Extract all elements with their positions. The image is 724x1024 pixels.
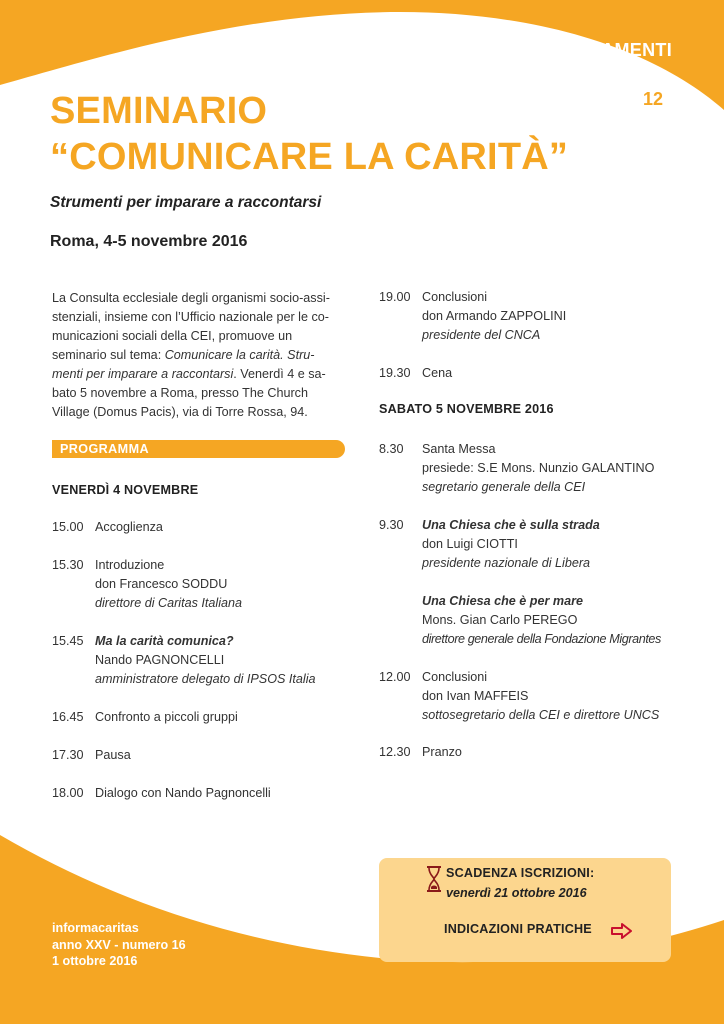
intro-line: bato 5 novembre a Roma, presso The Church <box>52 386 308 400</box>
footer <box>52 920 186 970</box>
friday-heading: VENERDÌ 4 NOVEMBRE <box>52 483 199 497</box>
item-title: Dialogo con Nando Pagnoncelli <box>95 786 271 800</box>
item-speaker: don Armando ZAPPOLINI <box>422 309 567 323</box>
page-title-line-1: SEMINARIO <box>50 90 268 132</box>
schedule-item <box>379 440 679 497</box>
deadline-label: SCADENZA ISCRIZIONI: <box>446 866 595 880</box>
intro-line: municazioni sociali della CEI, promuove un <box>52 329 293 343</box>
item-role: presidente del CNCA <box>422 328 541 342</box>
intro-line: Village (Domus Pacis), via di Torre Rossa, 94. <box>52 405 308 419</box>
item-title: Pranzo <box>422 745 462 759</box>
item-title: Conclusioni <box>422 670 488 684</box>
item-speaker: don Luigi CIOTTI <box>422 537 518 551</box>
page-title <box>50 88 568 180</box>
section-label: APPUNTAMENTI <box>526 40 672 60</box>
item-time: 16.45 <box>52 710 84 724</box>
intro-paragraph <box>52 289 346 422</box>
item-role: direttore generale della Fondazione Migrantes <box>422 632 661 646</box>
item-speaker: Mons. Gian Carlo PEREGO <box>422 613 578 627</box>
item-title: Pausa <box>95 748 131 762</box>
programme-label: PROGRAMMA <box>60 442 149 456</box>
item-time: 12.00 <box>379 670 411 684</box>
item-time: 12.30 <box>379 745 411 759</box>
footer-issue: anno XXV - numero 16 <box>52 937 186 952</box>
item-time: 15.30 <box>52 558 84 572</box>
item-role: presidente nazionale di Libera <box>422 556 591 570</box>
item-role: sottosegretario della CEI e direttore UNCS <box>422 708 660 722</box>
intro-line <box>52 365 346 384</box>
item-speaker: Nando PAGNONCELLI <box>95 653 225 667</box>
intro-line: La Consulta ecclesiale degli organismi socio-assi- <box>52 291 330 305</box>
intro-text: seminario sul tema: <box>52 348 165 362</box>
intro-italic-text: Comunicare la carità. Stru- <box>164 348 315 362</box>
schedule-item <box>52 632 352 689</box>
item-title: Cena <box>422 366 453 380</box>
arrow-right-icon[interactable] <box>611 923 633 939</box>
item-time: 18.00 <box>52 786 84 800</box>
item-time: 8.30 <box>379 442 404 456</box>
item-speaker: don Francesco SODDU <box>95 577 228 591</box>
schedule-item <box>379 743 679 762</box>
item-title: Accoglienza <box>95 520 163 534</box>
item-title: Una Chiesa che è sulla strada <box>422 518 600 532</box>
practical-info-link[interactable]: INDICAZIONI PRATICHE <box>444 922 592 936</box>
schedule-item <box>52 518 352 537</box>
subtitle: Strumenti per imparare a raccontarsi <box>50 194 322 211</box>
schedule-item <box>52 708 352 727</box>
intro-text: . Venerdì 4 e sa- <box>233 367 326 381</box>
item-time: 15.45 <box>52 634 84 648</box>
footer-date: 1 ottobre 2016 <box>52 954 138 968</box>
item-role: segretario generale della CEI <box>422 480 586 494</box>
schedule-item <box>52 784 352 803</box>
saturday-heading: SABATO 5 NOVEMBRE 2016 <box>379 402 554 416</box>
deadline-date: venerdì 21 ottobre 2016 <box>446 886 587 900</box>
intro-line <box>52 346 346 365</box>
hourglass-icon <box>424 865 444 893</box>
item-role: direttore di Caritas Italiana <box>95 596 242 610</box>
page-title-line-2: “COMUNICARE LA CARITÀ” <box>50 136 569 178</box>
schedule-item <box>379 288 679 345</box>
item-title: Introduzione <box>95 558 165 572</box>
item-speaker: presiede: S.E Mons. Nunzio GALANTINO <box>422 461 655 475</box>
item-time: 9.30 <box>379 518 404 532</box>
footer-publication: informacaritas <box>52 921 139 935</box>
item-title: Una Chiesa che è per mare <box>422 594 583 608</box>
item-title: Ma la carità comunica? <box>95 634 234 648</box>
intro-italic-text: menti per imparare a raccontarsi <box>52 367 234 381</box>
item-time: 15.00 <box>52 520 84 534</box>
page-number: 12 <box>634 86 672 112</box>
item-role: amministratore delegato di IPSOS Italia <box>95 672 316 686</box>
item-title: Confronto a piccoli gruppi <box>95 710 238 724</box>
item-title: Conclusioni <box>422 290 488 304</box>
item-speaker: don Ivan MAFFEIS <box>422 689 529 703</box>
schedule-item <box>52 556 352 613</box>
item-time: 19.30 <box>379 366 411 380</box>
schedule-item <box>379 364 679 383</box>
programme-header <box>52 440 345 458</box>
intro-line: stenziali, insieme con l’Ufficio nazionale per le co- <box>52 310 329 324</box>
schedule-item <box>379 516 679 649</box>
item-time: 19.00 <box>379 290 411 304</box>
schedule-item <box>52 746 352 765</box>
item-time: 17.30 <box>52 748 84 762</box>
item-title: Santa Messa <box>422 442 496 456</box>
place-date: Roma, 4-5 novembre 2016 <box>50 233 248 250</box>
schedule-item <box>379 668 679 725</box>
